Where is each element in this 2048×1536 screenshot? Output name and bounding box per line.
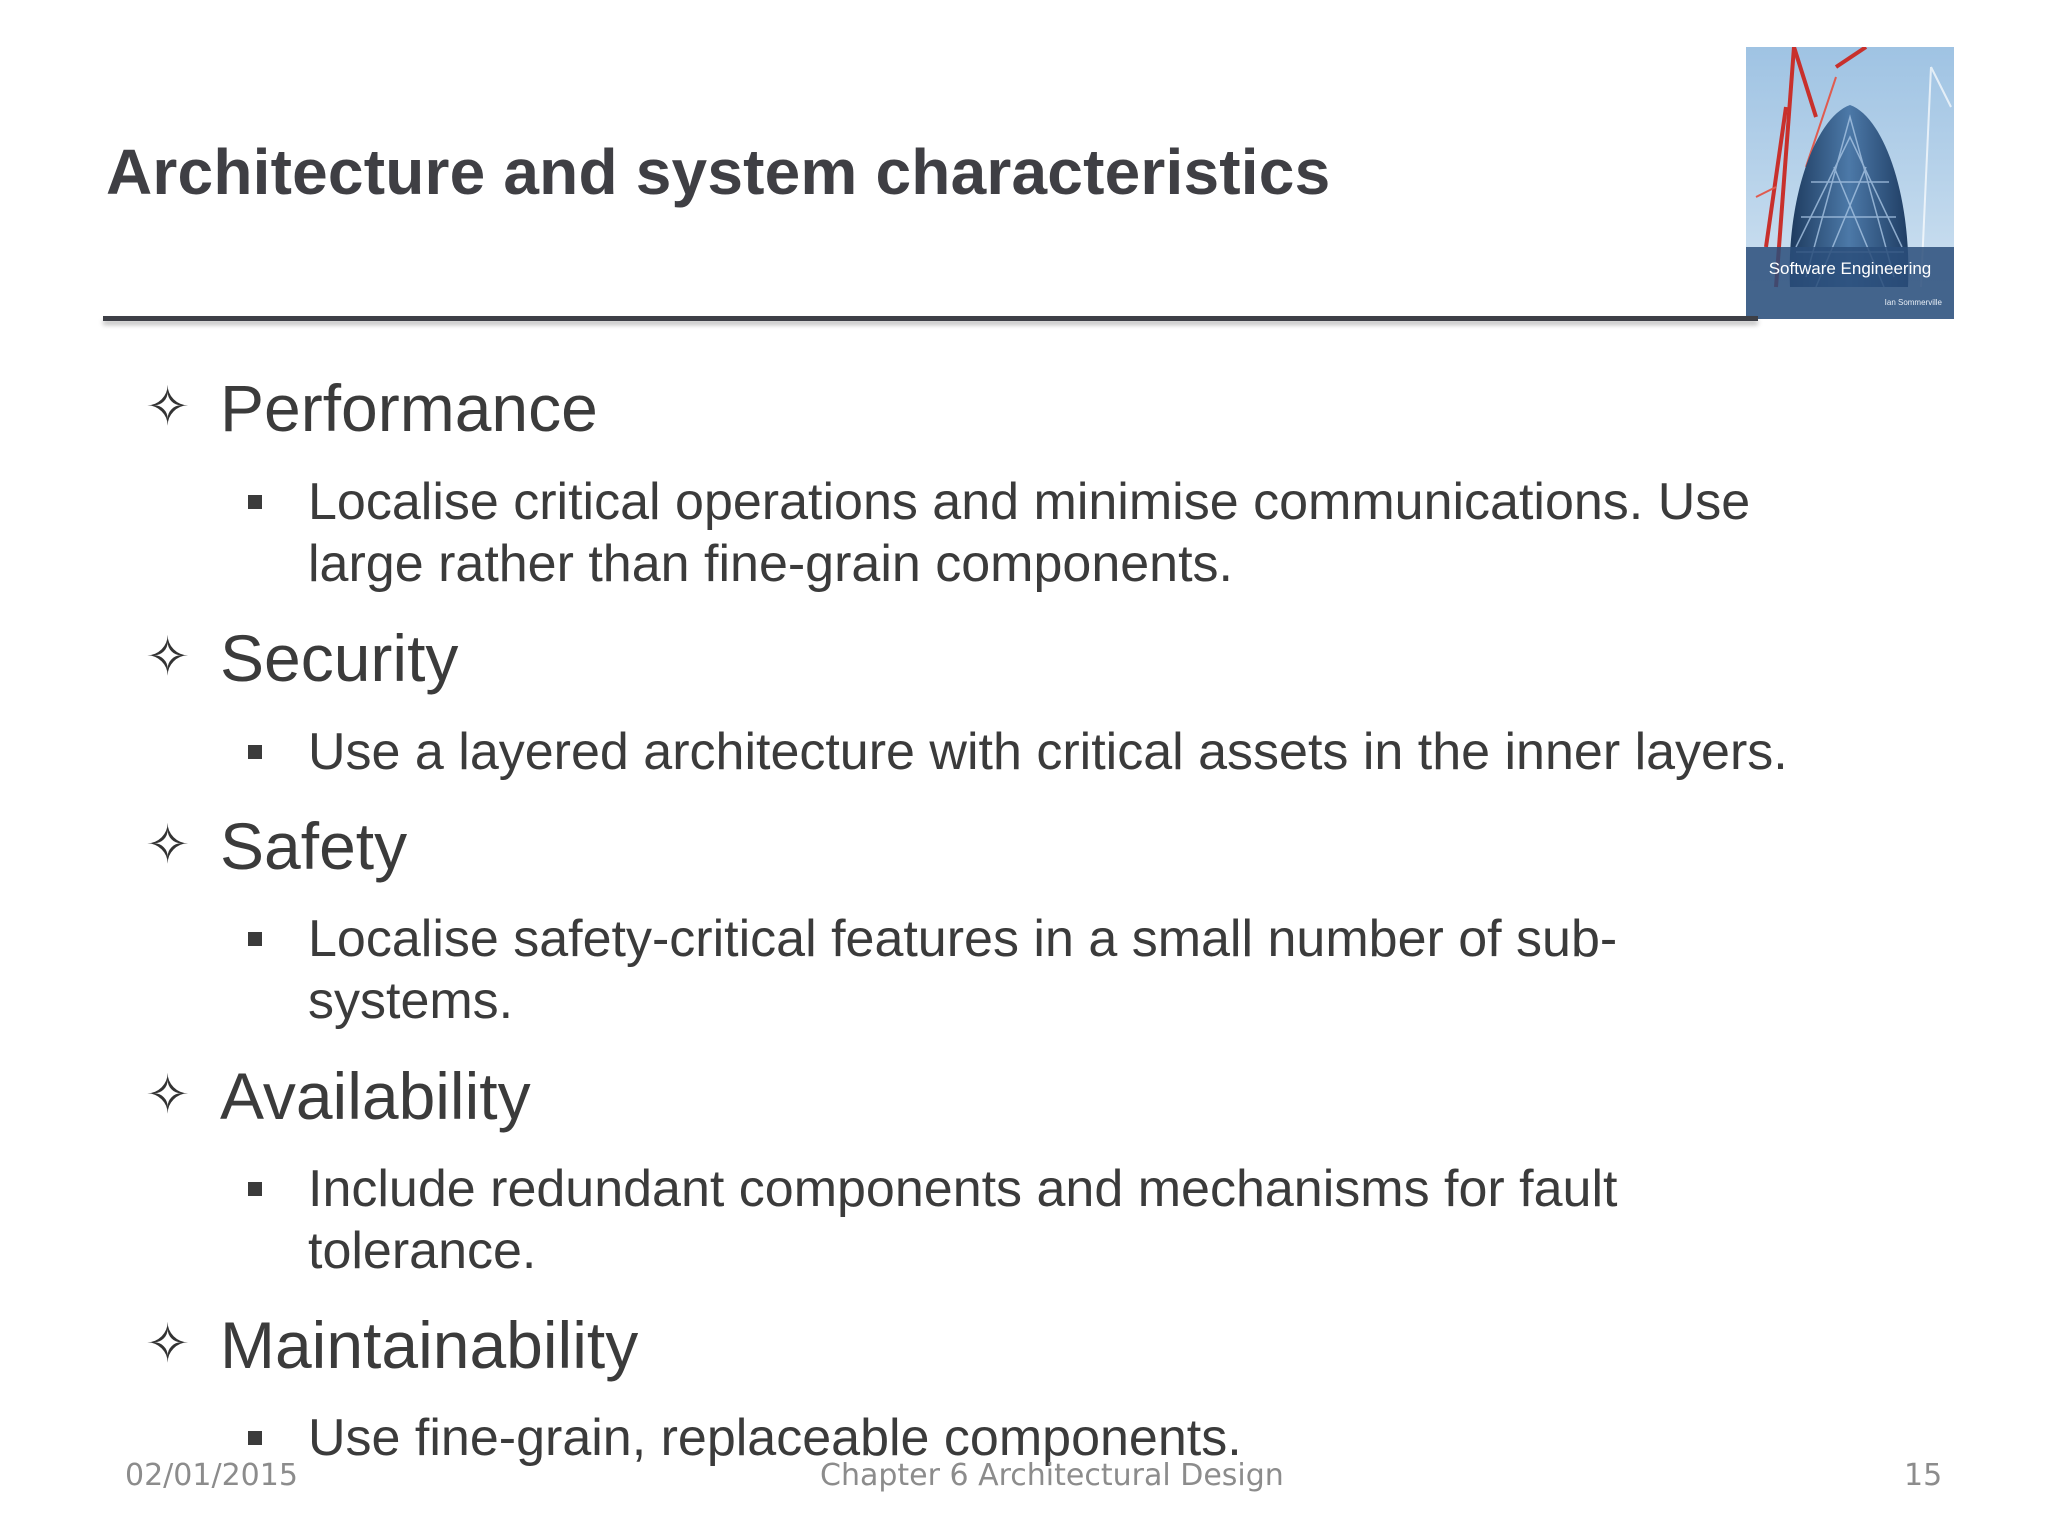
slide-title: Architecture and system characteristics — [106, 136, 1331, 208]
footer-date: 02/01/2015 — [125, 1458, 298, 1493]
star-bullet-icon: ✧ — [145, 627, 191, 687]
book-cover-image — [1746, 47, 1954, 319]
bullet-safety — [145, 809, 408, 883]
title-divider — [103, 316, 1758, 321]
square-bullet-icon — [248, 1182, 262, 1196]
sub-bullet-text: Localise critical operations and minimise communications. Use large rather than fine-grain components. — [308, 473, 1751, 593]
bullet-heading: Performance — [220, 371, 598, 445]
sub-bullet-text: Use fine-grain, replaceable components. — [308, 1409, 1242, 1467]
square-bullet-icon — [248, 1431, 262, 1445]
bullet-maintainability — [145, 1308, 639, 1382]
bullet-heading: Security — [220, 621, 459, 695]
star-bullet-icon: ✧ — [145, 1314, 191, 1374]
footer-page-number: 15 — [1904, 1458, 1943, 1493]
bullet-availability — [145, 1059, 531, 1133]
star-bullet-icon: ✧ — [145, 377, 191, 437]
sub-bullet-text: Localise safety-critical features in a small number of sub- systems. — [308, 910, 1618, 1030]
sub-bullet-text: Use a layered architecture with critical assets in the inner layers. — [308, 723, 1788, 781]
square-bullet-icon — [248, 932, 262, 946]
bullet-heading: Maintainability — [220, 1308, 639, 1382]
square-bullet-icon — [248, 745, 262, 759]
star-bullet-icon: ✧ — [145, 815, 191, 875]
sub-bullet-text: Include redundant components and mechanisms for fault tolerance. — [308, 1160, 1618, 1280]
bullet-security — [145, 621, 459, 695]
cover-author: Ian Sommerville — [1884, 298, 1942, 307]
bullet-performance — [145, 371, 598, 445]
bullet-heading: Safety — [220, 809, 408, 883]
bullet-heading: Availability — [220, 1059, 531, 1133]
footer-chapter: Chapter 6 Architectural Design — [820, 1458, 1284, 1493]
square-bullet-icon — [248, 495, 262, 509]
star-bullet-icon: ✧ — [145, 1065, 191, 1125]
cover-title: Software Engineering — [1768, 259, 1932, 278]
